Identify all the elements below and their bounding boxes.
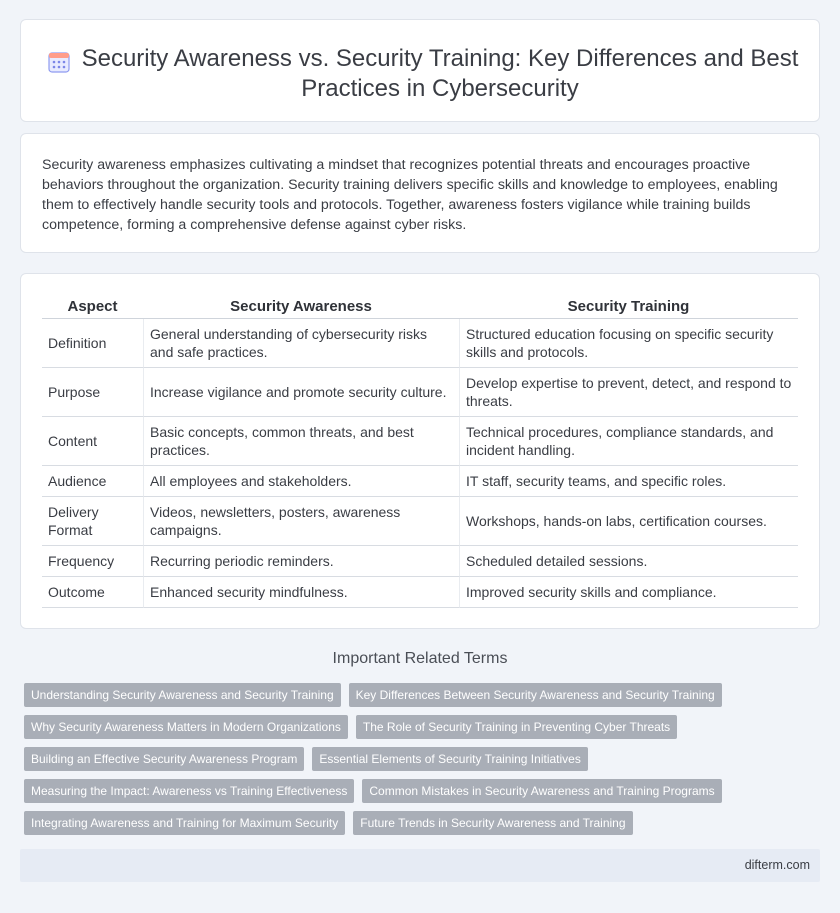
aspect-cell: Outcome bbox=[42, 577, 143, 608]
page-title: Security Awareness vs. Security Training: Key Differences and Best Practices in Cybersecurity bbox=[81, 45, 799, 102]
related-term-link[interactable]: Building an Effective Security Awareness Program bbox=[24, 747, 304, 771]
table-row bbox=[42, 319, 798, 368]
training-cell: Develop expertise to prevent, detect, and respond to threats. bbox=[459, 368, 798, 417]
related-terms-list bbox=[24, 683, 820, 835]
aspect-cell: Definition bbox=[42, 319, 143, 368]
header-security-training: Security Training bbox=[459, 294, 798, 319]
awareness-cell: Basic concepts, common threats, and best practices. bbox=[143, 417, 459, 466]
related-term-link[interactable]: Why Security Awareness Matters in Modern Organizations bbox=[24, 715, 348, 739]
training-cell: Workshops, hands-on labs, certification courses. bbox=[459, 497, 798, 546]
calendar-icon bbox=[47, 50, 71, 74]
header-aspect: Aspect bbox=[42, 294, 143, 319]
related-term-link[interactable]: Future Trends in Security Awareness and Training bbox=[353, 811, 632, 835]
comparison-table bbox=[42, 294, 798, 608]
related-term-link[interactable]: Essential Elements of Security Training Initiatives bbox=[312, 747, 587, 771]
title-row bbox=[21, 44, 819, 104]
table-row bbox=[42, 577, 798, 608]
related-term-link[interactable]: Common Mistakes in Security Awareness and Training Programs bbox=[362, 779, 721, 803]
header-card bbox=[20, 19, 820, 122]
related-term-link[interactable]: Integrating Awareness and Training for Maximum Security bbox=[24, 811, 345, 835]
aspect-cell: Purpose bbox=[42, 368, 143, 417]
training-cell: Scheduled detailed sessions. bbox=[459, 546, 798, 577]
aspect-cell: Frequency bbox=[42, 546, 143, 577]
table-row bbox=[42, 417, 798, 466]
comparison-table-card bbox=[20, 273, 820, 629]
table-header-row bbox=[42, 294, 798, 319]
awareness-cell: Enhanced security mindfulness. bbox=[143, 577, 459, 608]
related-term-link[interactable]: Key Differences Between Security Awareness and Security Training bbox=[349, 683, 722, 707]
footer-site-link[interactable]: difterm.com bbox=[744, 858, 810, 872]
table-row bbox=[42, 368, 798, 417]
related-term-link[interactable]: The Role of Security Training in Preventing Cyber Threats bbox=[356, 715, 677, 739]
training-cell: IT staff, security teams, and specific roles. bbox=[459, 466, 798, 497]
intro-text: Security awareness emphasizes cultivating a mindset that recognizes potential threats and encourages proactive behaviors throughout the organization. Security training delivers specific skills and knowledge to employees, enabling them to effectively handle security tools and protocols. Together, awareness fosters vigilance while training builds competence, forming a comprehensive defense against cyber risks. bbox=[42, 157, 778, 233]
awareness-cell: Increase vigilance and promote security culture. bbox=[143, 368, 459, 417]
aspect-cell: Content bbox=[42, 417, 143, 466]
table-row bbox=[42, 497, 798, 546]
table-row bbox=[42, 546, 798, 577]
intro-card bbox=[20, 133, 820, 253]
header-security-awareness: Security Awareness bbox=[143, 294, 459, 319]
aspect-cell: Delivery Format bbox=[42, 497, 143, 546]
footer bbox=[20, 849, 820, 882]
table-row bbox=[42, 466, 798, 497]
training-cell: Improved security skills and compliance. bbox=[459, 577, 798, 608]
related-terms-heading: Important Related Terms bbox=[332, 650, 508, 667]
related-term-link[interactable]: Understanding Security Awareness and Security Training bbox=[24, 683, 341, 707]
training-cell: Structured education focusing on specific security skills and protocols. bbox=[459, 319, 798, 368]
awareness-cell: Videos, newsletters, posters, awareness campaigns. bbox=[143, 497, 459, 546]
awareness-cell: Recurring periodic reminders. bbox=[143, 546, 459, 577]
awareness-cell: All employees and stakeholders. bbox=[143, 466, 459, 497]
aspect-cell: Audience bbox=[42, 466, 143, 497]
awareness-cell: General understanding of cybersecurity risks and safe practices. bbox=[143, 319, 459, 368]
training-cell: Technical procedures, compliance standards, and incident handling. bbox=[459, 417, 798, 466]
related-term-link[interactable]: Measuring the Impact: Awareness vs Training Effectiveness bbox=[24, 779, 354, 803]
